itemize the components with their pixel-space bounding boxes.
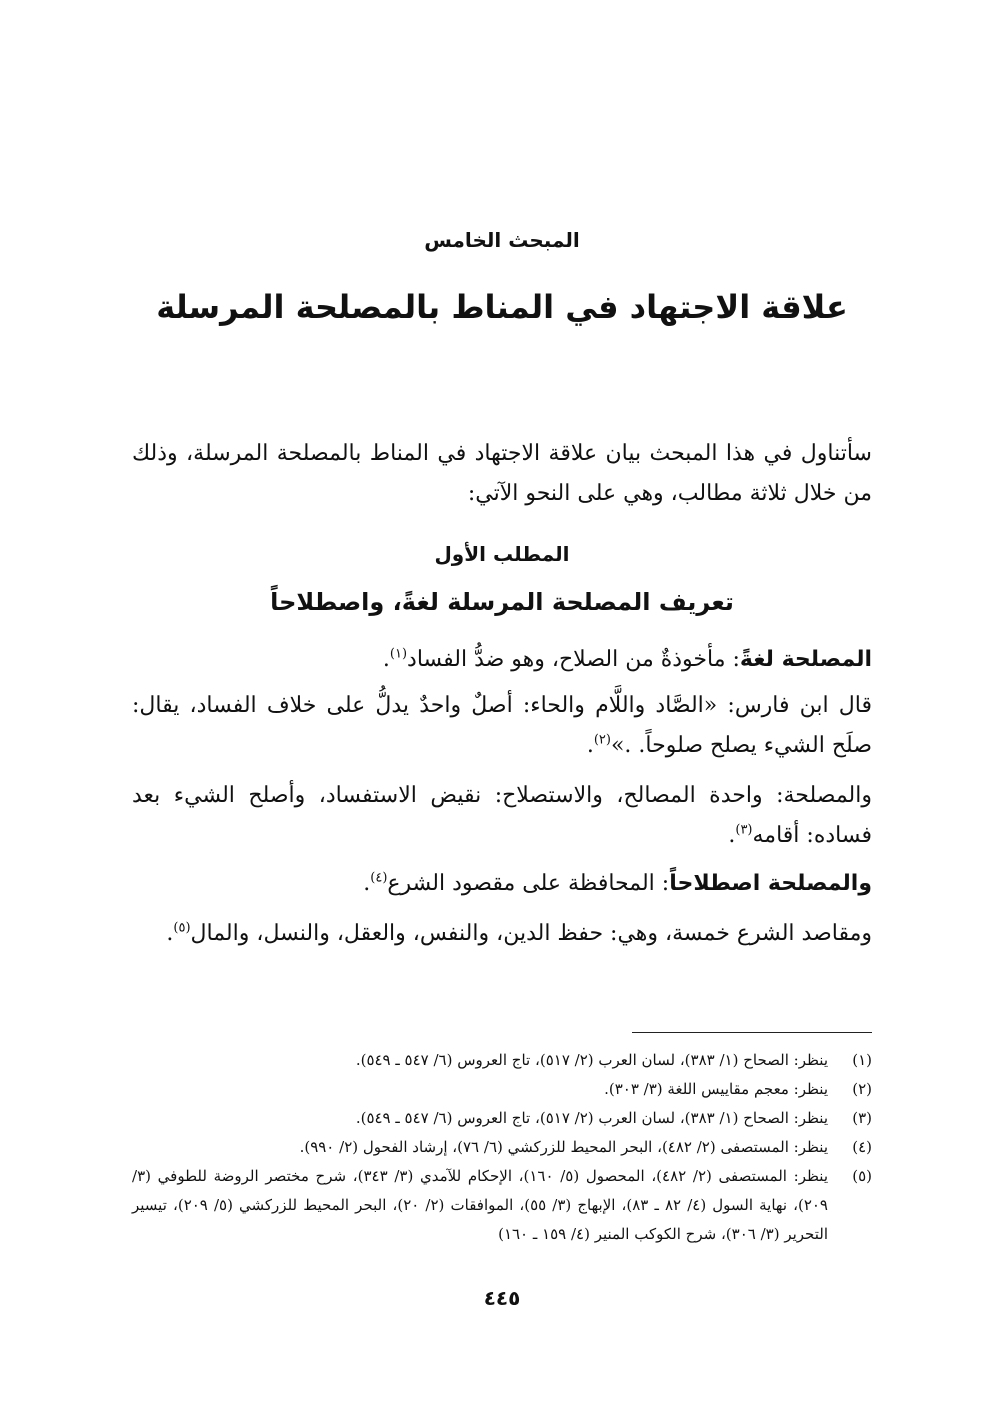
paragraph-end: . bbox=[728, 823, 736, 848]
footnote-text: ينظر: المستصفى (٢/ ٤٨٢)، البحر المحيط للزركشي (٦/ ٧٦)، إرشاد الفحول (٢/ ٩٩٠). bbox=[299, 1138, 828, 1156]
footnote-divider bbox=[632, 1032, 872, 1033]
paragraph-end: . bbox=[586, 733, 594, 758]
footnote-number: (٢) bbox=[852, 1080, 872, 1098]
footnote-ref: (٢) bbox=[593, 732, 611, 748]
paragraph-five-objectives bbox=[132, 914, 872, 954]
footnote-number: (٤) bbox=[852, 1138, 872, 1156]
section-title: تعريف المصلحة المرسلة لغةً، واصطلاحاً bbox=[270, 588, 734, 616]
paragraph-text: : مأخوذةٌ من الصلاح، وهو ضدُّ الفساد bbox=[407, 647, 740, 672]
term-bold: والمصلحة اصطلاحاً bbox=[669, 871, 872, 896]
paragraph-text: قال ابن فارس: «الصَّاد واللَّام والحاء: أصلٌ واحدٌ يدلُّ على خلاف الفساد، يقال: صلَح الشيء يصلح صلوحاً. .» bbox=[132, 693, 872, 758]
footnote-number: (٥) bbox=[852, 1167, 872, 1185]
footnote-item bbox=[132, 1133, 872, 1162]
footnote-ref: (١) bbox=[389, 646, 408, 662]
chapter-title: علاقة الاجتهاد في المناط بالمصلحة المرسلة bbox=[156, 288, 848, 326]
intro-paragraph: سأتناول في هذا المبحث بيان علاقة الاجتهاد في المناط بالمصلحة المرسلة، وذلك من خلال ثلاثة مطالب، وهي على النحو الآتي: bbox=[132, 441, 872, 506]
paragraph-end: . bbox=[382, 647, 390, 672]
paragraph-text: والمصلحة: واحدة المصالح، والاستصلاح: نقيض الاستفساد، وأصلح الشيء بعد فساده: أقامه bbox=[132, 783, 872, 848]
footnote-number: (١) bbox=[852, 1051, 872, 1069]
footnote-item bbox=[132, 1046, 872, 1075]
paragraph-maslaha-plural bbox=[132, 776, 872, 856]
paragraph-linguistic-definition bbox=[132, 640, 872, 680]
footnote-text: ينظر: الصحاح (١/ ٣٨٣)، لسان العرب (٢/ ٥١٧)، تاج العروس (٦/ ٥٤٧ ـ ٥٤٩). bbox=[355, 1109, 828, 1127]
footnote-text: ينظر: معجم مقاييس اللغة (٣/ ٣٠٣). bbox=[604, 1080, 828, 1098]
chapter-label: المبحث الخامس bbox=[424, 228, 580, 252]
paragraph-ibn-faris-quote bbox=[132, 686, 872, 766]
term-bold: المصلحة لغةً bbox=[739, 647, 872, 672]
footnote-text: ينظر: المستصفى (٢/ ٤٨٢)، المحصول (٥/ ١٦٠)، الإحكام للآمدي (٣/ ٣٤٣)، شرح مختصر الروضة للطوفي (٣/ ٢٠٩)، نهاية السول (٤/ ٨٢ ـ ٨٣)، الإبهاج (٣/ ٥٥)، الموافقات (٢/ ٢٠)، البحر المحيط للزركشي (٥/ ٢٠٩)، تيسير التحرير (٣/ ٣٠٦)، شرح الكوكب المنير (٤/ ١٥٩ ـ ١٦٠) bbox=[132, 1167, 828, 1243]
footnote-item bbox=[132, 1162, 872, 1249]
footnote-ref: (٥) bbox=[173, 920, 191, 936]
paragraph-end: . bbox=[363, 871, 371, 896]
footnote-text: ينظر: الصحاح (١/ ٣٨٣)، لسان العرب (٢/ ٥١٧)، تاج العروس (٦/ ٥٤٧ ـ ٥٤٩). bbox=[355, 1051, 828, 1069]
footnote-ref: (٤) bbox=[370, 870, 388, 886]
section-label: المطلب الأول bbox=[434, 542, 570, 566]
paragraph-technical-definition bbox=[132, 864, 872, 904]
footnote-number: (٣) bbox=[852, 1109, 872, 1127]
paragraph-end: . bbox=[166, 921, 174, 946]
page-number: ٤٤٥ bbox=[483, 1286, 521, 1310]
footnote-ref: (٣) bbox=[735, 822, 753, 838]
paragraph-text: ومقاصد الشرع خمسة، وهي: حفظ الدين، والنفس، والعقل، والنسل، والمال bbox=[190, 921, 872, 946]
footnotes bbox=[132, 1046, 872, 1249]
footnote-item bbox=[132, 1104, 872, 1133]
footnote-item bbox=[132, 1075, 872, 1104]
paragraph-text: : المحافظة على مقصود الشرع bbox=[387, 871, 670, 896]
